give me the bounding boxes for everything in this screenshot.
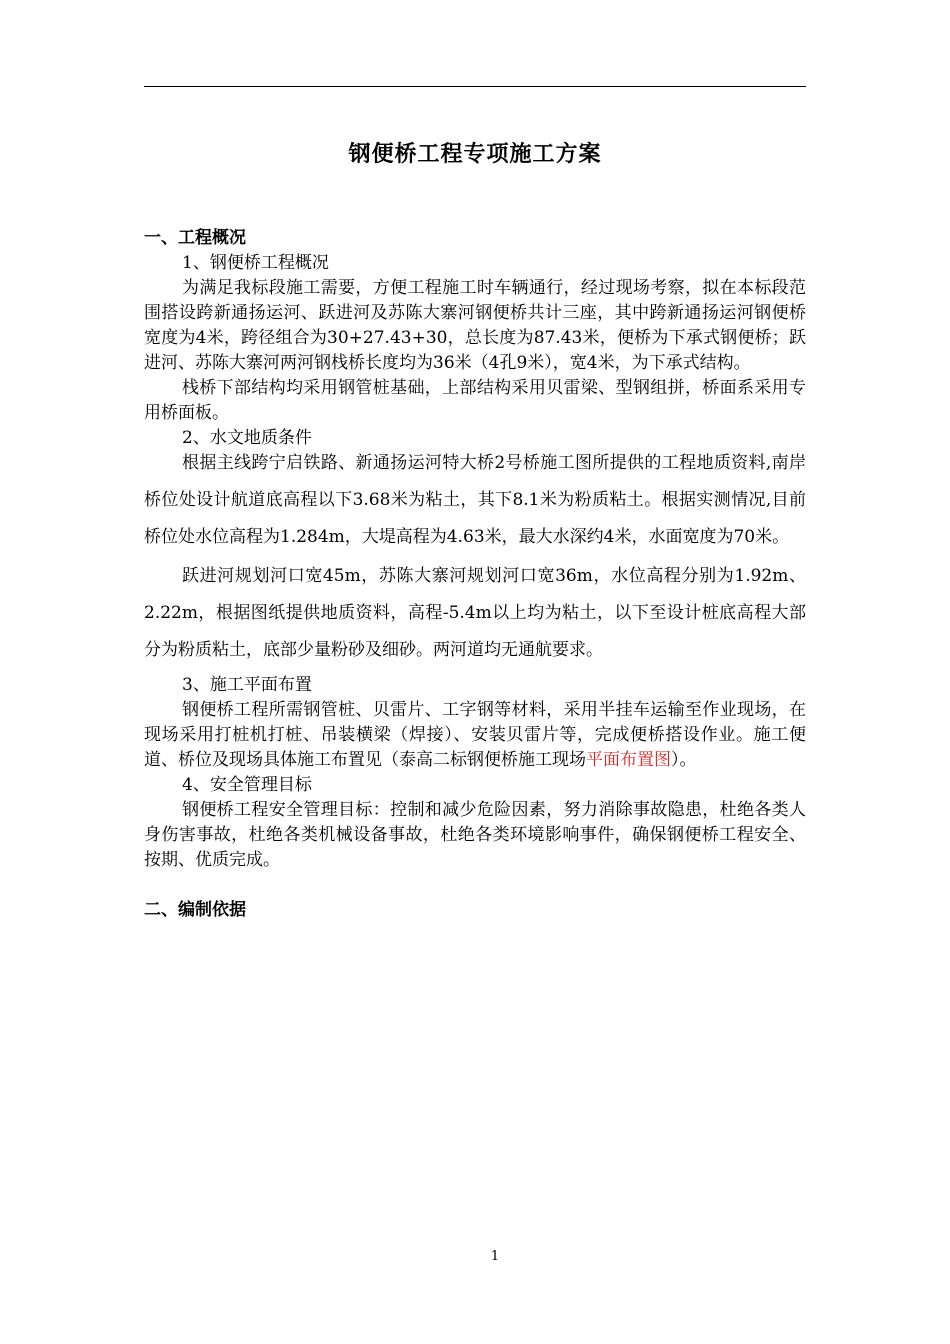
section-spacer	[144, 873, 806, 898]
subsection-heading-bridge-overview: 1、钢便桥工程概况	[182, 253, 329, 273]
paragraph-layout-tail: ）。	[671, 750, 697, 770]
page-number: 1	[490, 1249, 500, 1264]
subsection-heading-safety: 4、安全管理目标	[182, 775, 312, 795]
paragraph-bridge-overview: 为满足我标段施工需要，方便工程施工时车辆通行，经过现场考察，拟在本标段范围搭设跨新通扬运河、跃进河及苏陈大寨河钢便桥共计三座，其中跨新通扬运河钢便桥宽度为4米，跨径组合为30+27.43+30，总长度为87.43米，便桥为下承式钢便桥；跃进河、苏陈大寨河两河钢栈桥长度均为36米（4孔9米），宽4米，为下承式结构。	[144, 278, 806, 373]
document-title: 钢便桥工程专项施工方案	[348, 142, 602, 167]
document-body	[144, 226, 806, 923]
section-heading-basis: 二、编制依据	[144, 900, 246, 920]
paragraph-hydrology-2: 跃进河规划河口宽45m，苏陈大寨河规划河口宽36m，水位高程分别为1.92m、2.22m，根据图纸提供地质资料，高程-5.4m以上均为粘土，以下至设计桩底高程大部分为粉质粘土，底部少量粉砂及细砂。两河道均无通航要求。	[144, 566, 806, 660]
paragraph-layout-text: 钢便桥工程所需钢管桩、贝雷片、工字钢等材料，采用半挂车运输至作业现场，在现场采用打桩机打桩、吊装横梁（焊接）、安装贝雷片等，完成便桥搭设作业。施工便道、桥位及现场具体施工布置见（泰高二标钢便桥施工现场	[144, 700, 806, 770]
subsection-heading-hydrology: 2、水文地质条件	[182, 428, 312, 448]
subsection-heading-layout: 3、施工平面布置	[182, 675, 312, 695]
header-rule	[144, 86, 806, 87]
paragraph-structure: 栈桥下部结构均采用钢管桩基础，上部结构采用贝雷梁、型钢组拼，桥面系采用专用桥面板。	[144, 378, 806, 423]
paragraph-safety: 钢便桥工程安全管理目标：控制和减少危险因素，努力消除事故隐患，杜绝各类人身伤害事故，杜绝各类机械设备事故，杜绝各类环境影响事件，确保钢便桥工程安全、按期、优质完成。	[144, 800, 806, 870]
paragraph-hydrology-1: 根据主线跨宁启铁路、新通扬运河特大桥2号桥施工图所提供的工程地质资料,南岸桥位处设计航道底高程以下3.68米为粘土，其下8.1米为粉质粘土。根据实测情况,目前桥位处水位高程为1.284m，大堤高程为4.63米，最大水深约4米，水面宽度为70米。	[144, 453, 806, 547]
paragraph-layout	[144, 698, 806, 773]
section-heading-overview: 一、工程概况	[144, 228, 246, 248]
layout-plan-link[interactable]: 平面布置图	[586, 750, 671, 770]
